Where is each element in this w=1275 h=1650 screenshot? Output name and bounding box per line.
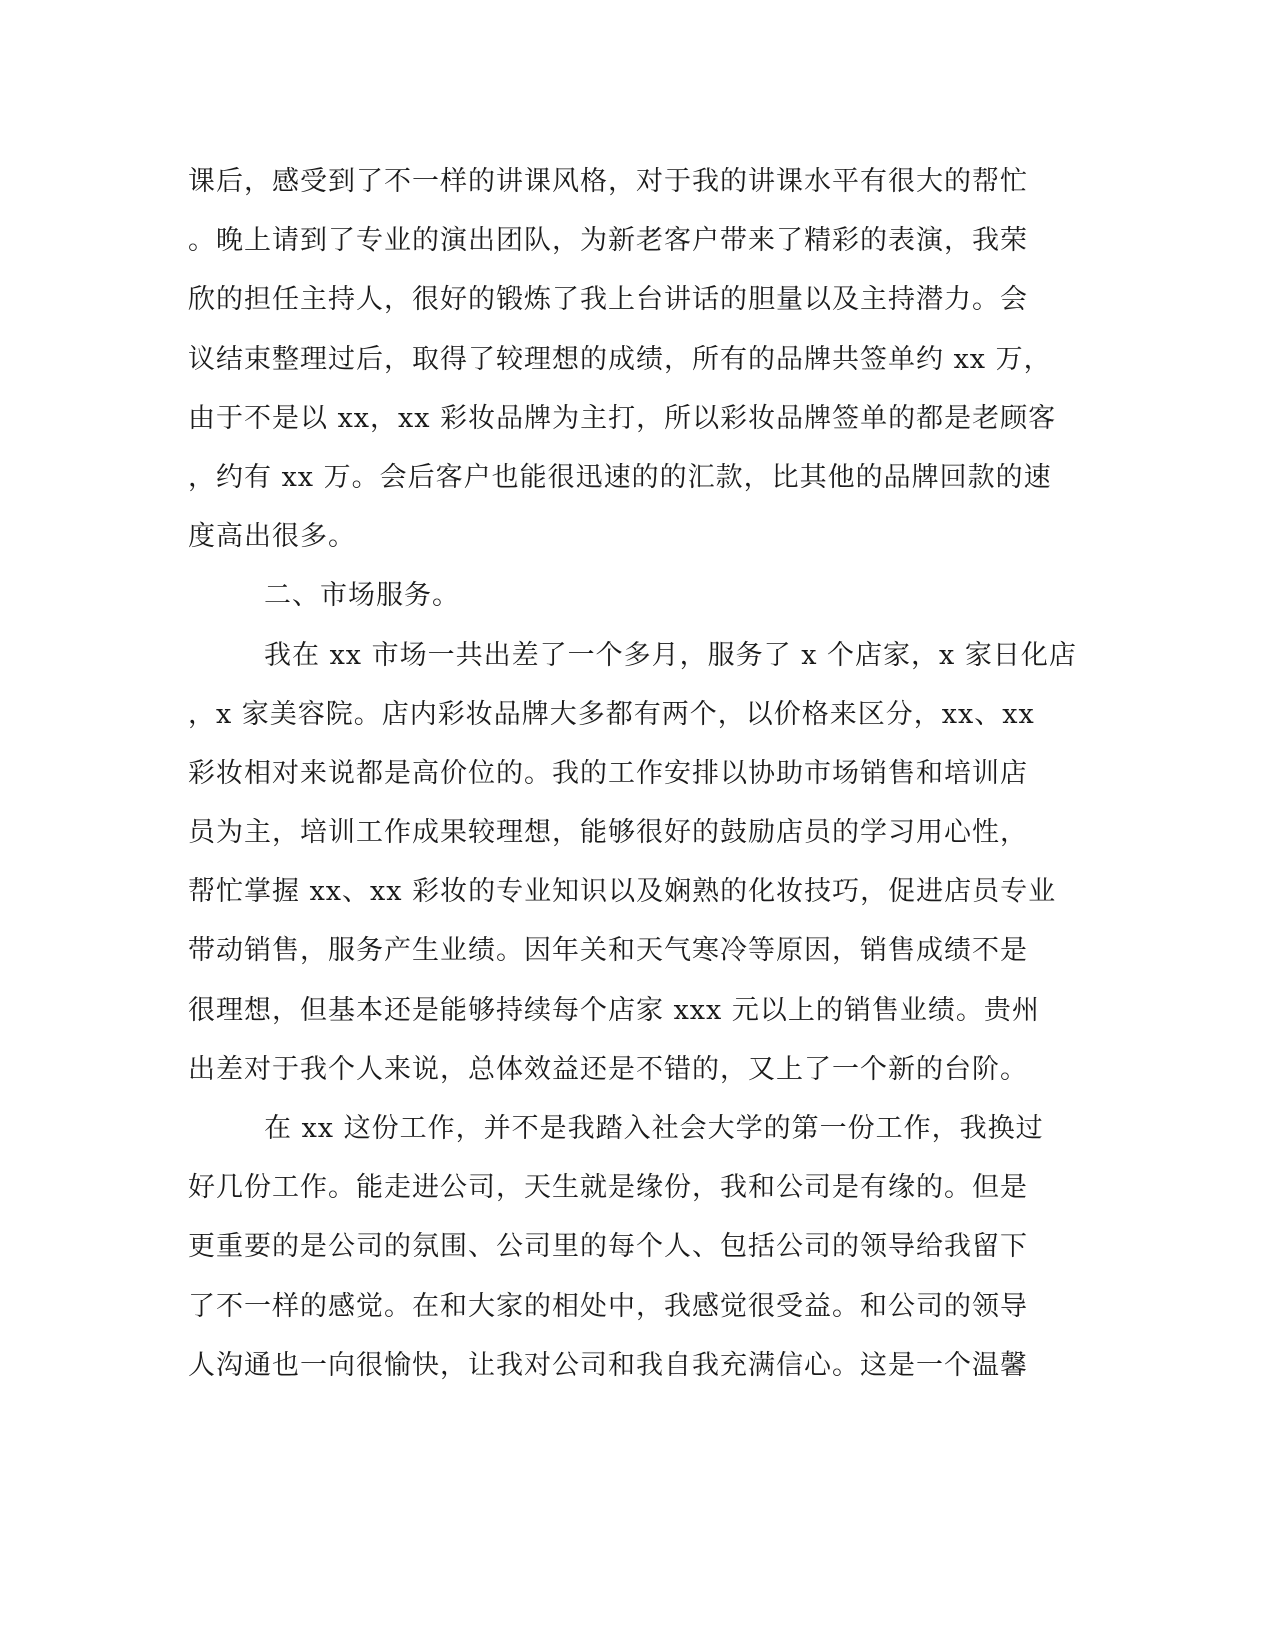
text-line: 员为主，培训工作成果较理想，能够很好的鼓励店员的学习用心性， — [188, 817, 1028, 849]
text-line: 更重要的是公司的氛围、公司里的每个人、包括公司的领导给我留下 — [188, 1231, 1028, 1263]
section-heading: 二、市场服务。 — [264, 580, 460, 612]
text-line: 在 xx 这份工作，并不是我踏入社会大学的第一份工作，我换过 — [264, 1113, 1044, 1144]
text-line: 议结束整理过后，取得了较理想的成绩，所有的品牌共签单约 xx 万， — [188, 343, 1052, 375]
text-line: 。晚上请到了专业的演出团队，为新老客户带来了精彩的表演，我荣 — [188, 225, 1028, 257]
text-line: 彩妆相对来说都是高价位的。我的工作安排以协助市场销售和培训店 — [188, 757, 1028, 789]
text-line: ，x 家美容院。店内彩妆品牌大多都有两个，以价格来区分，xx、xx — [188, 698, 1035, 730]
text-line: 了不一样的感觉。在和大家的相处中，我感觉很受益。和公司的领导 — [188, 1290, 1028, 1322]
text-line: 帮忙掌握 xx、xx 彩妆的专业知识以及娴熟的化妆技巧，促进店员专业 — [188, 876, 1057, 908]
text-line: 我在 xx 市场一共出差了一个多月，服务了 x 个店家，x 家日化店 — [264, 639, 1077, 671]
text-line: 很理想，但基本还是能够持续每个店家 xxx 元以上的销售业绩。贵州 — [188, 994, 1040, 1026]
text-line: 度高出很多。 — [188, 521, 356, 553]
text-line: 带动销售，服务产生业绩。因年关和天气寒冷等原因，销售成绩不是 — [188, 935, 1028, 967]
text-line: 好几份工作。能走进公司，天生就是缘份，我和公司是有缘的。但是 — [188, 1172, 1028, 1204]
text-line: 欣的担任主持人，很好的锻炼了我上台讲话的胆量以及主持潜力。会 — [188, 284, 1028, 316]
text-line: ，约有 xx 万。会后客户也能很迅速的的汇款，比其他的品牌回款的速 — [188, 461, 1052, 493]
text-line: 课后，感受到了不一样的讲课风格，对于我的讲课水平有很大的帮忙 — [188, 166, 1028, 197]
document-body — [188, 162, 1077, 1405]
text-line: 人沟通也一向很愉快，让我对公司和我自我充满信心。这是一个温馨 — [188, 1349, 1028, 1381]
text-line: 由于不是以 xx，xx 彩妆品牌为主打，所以彩妆品牌签单的都是老顾客 — [188, 402, 1057, 434]
text-line: 出差对于我个人来说，总体效益还是不错的，又上了一个新的台阶。 — [188, 1053, 1028, 1085]
